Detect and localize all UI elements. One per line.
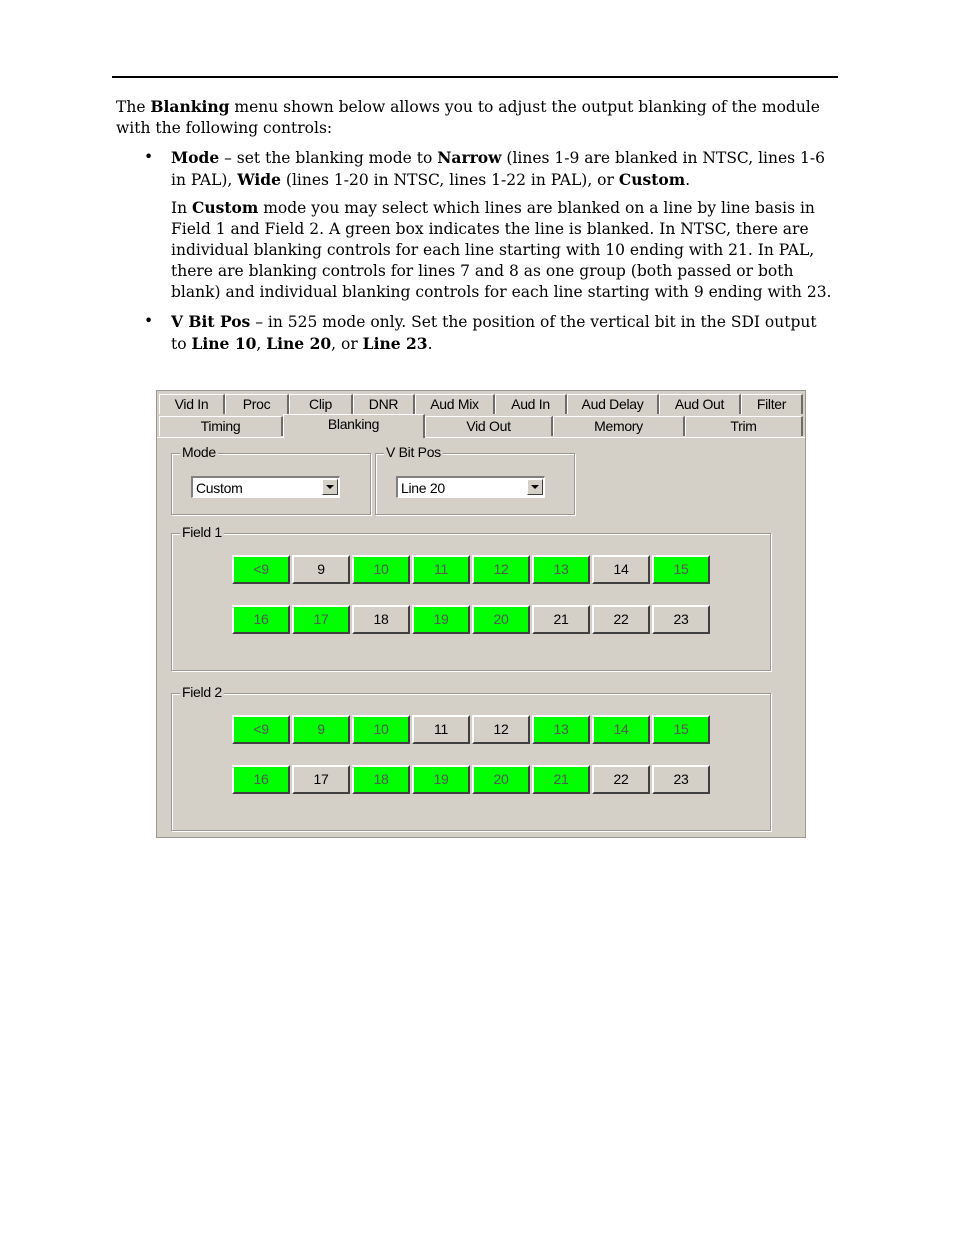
field1-line-grid (232, 555, 710, 634)
field2-line-button[interactable]: 13 (532, 715, 590, 744)
chevron-down-icon[interactable] (527, 479, 543, 495)
field1-line-button[interactable]: <9 (232, 555, 290, 584)
chevron-down-icon[interactable] (322, 479, 338, 495)
tab-filter[interactable]: Filter (741, 394, 803, 414)
custom-paragraph: In Custom mode you may select which lines are blanked on a line by line basis in Field 1 and Field 2. A green box indicates the line is blanked. In NTSC, there are individual blanking controls for each line starting with 10 ending with 21. In PAL, there are blanking controls for lines 7 and 8 as one group (both passed or both blank) and individual blanking controls for each line starting with 9 ending with 23. (171, 198, 832, 301)
field2-label: Field 2 (182, 684, 222, 700)
document-body (116, 96, 836, 355)
field2-line-button[interactable]: 12 (472, 715, 530, 744)
field1-line-button[interactable]: 22 (592, 605, 650, 634)
vbit-bullet: • V Bit Pos – in 525 mode only. Set the position of the vertical bit in the SDI output to Line 10, Line 20, or Line 23. (144, 312, 817, 353)
vbit-group (375, 444, 575, 515)
vbit-value: Line 20 (401, 480, 445, 496)
vbit-label: V Bit Pos (386, 444, 441, 460)
field1-group (171, 524, 771, 671)
field2-line-button[interactable]: 16 (232, 765, 290, 794)
mode-label: Mode (182, 444, 216, 460)
field1-line-button[interactable]: 10 (352, 555, 410, 584)
header-rule (112, 76, 838, 78)
tab-blanking[interactable]: Blanking (283, 414, 425, 438)
field2-group (171, 684, 771, 831)
intro-paragraph: The Blanking menu shown below allows you to adjust the output blanking of the module with the following controls: (116, 97, 820, 137)
tab-clip[interactable]: Clip (289, 394, 353, 414)
tab-aud-in[interactable]: Aud In (495, 394, 567, 414)
tab-timing[interactable]: Timing (159, 416, 283, 436)
field1-line-button[interactable]: 12 (472, 555, 530, 584)
field2-line-grid (232, 715, 710, 794)
field2-line-button[interactable]: 17 (292, 765, 350, 794)
field1-line-button[interactable]: 15 (652, 555, 710, 584)
field1-line-button[interactable]: 20 (472, 605, 530, 634)
mode-select[interactable] (191, 476, 340, 498)
field2-line-button[interactable]: 9 (292, 715, 350, 744)
field2-line-button[interactable]: 14 (592, 715, 650, 744)
mode-group (171, 444, 371, 515)
tab-proc[interactable]: Proc (225, 394, 289, 414)
tab-aud-mix[interactable]: Aud Mix (415, 394, 495, 414)
bullet-icon: • (144, 148, 154, 166)
field2-line-button[interactable]: 11 (412, 715, 470, 744)
field1-line-button[interactable]: 17 (292, 605, 350, 634)
field2-line-button[interactable]: <9 (232, 715, 290, 744)
field2-line-button[interactable]: 23 (652, 765, 710, 794)
field2-line-button[interactable]: 22 (592, 765, 650, 794)
tab-trim[interactable]: Trim (685, 416, 803, 436)
field2-line-button[interactable]: 20 (472, 765, 530, 794)
blanking-dialog (156, 390, 806, 838)
field1-line-button[interactable]: 23 (652, 605, 710, 634)
tab-aud-out[interactable]: Aud Out (659, 394, 741, 414)
mode-value: Custom (196, 480, 243, 496)
tab-vid-out[interactable]: Vid Out (425, 416, 553, 436)
field1-line-button[interactable]: 14 (592, 555, 650, 584)
field1-line-button[interactable]: 16 (232, 605, 290, 634)
control-list (116, 147, 836, 355)
field1-line-button[interactable]: 9 (292, 555, 350, 584)
mode-bullet: • Mode – set the blanking mode to Narrow (lines 1-9 are blanked in NTSC, lines 1-6 in PAL), Wide (lines 1-20 in NTSC, lines 1-22 in PAL), or Custom. In Custom mode you may select which lines are blanked on a line by line basis in Field 1 and Field 2. A green box indicates the line is blanked. In NTSC, there are individual blanking controls for each line starting with 10 ending with 21. In PAL, there are blanking controls for lines 7 and 8 as one group (both passed or both blank) and individual blanking controls for each line starting with 9 ending with 23. (116, 147, 836, 303)
field1-line-button[interactable]: 13 (532, 555, 590, 584)
vbit-select[interactable] (396, 476, 545, 498)
field1-line-button[interactable]: 18 (352, 605, 410, 634)
field1-line-button[interactable]: 21 (532, 605, 590, 634)
bullet-icon: • (144, 312, 154, 330)
field2-line-button[interactable]: 15 (652, 715, 710, 744)
field2-line-button[interactable]: 19 (412, 765, 470, 794)
field1-line-button[interactable]: 11 (412, 555, 470, 584)
field2-line-button[interactable]: 10 (352, 715, 410, 744)
field1-label: Field 1 (182, 524, 222, 540)
field2-line-button[interactable]: 21 (532, 765, 590, 794)
tab-dnr[interactable]: DNR (353, 394, 415, 414)
tab-aud-delay[interactable]: Aud Delay (567, 394, 659, 414)
tab-panel-edge (157, 437, 805, 438)
tab-memory[interactable]: Memory (553, 416, 685, 436)
field2-line-button[interactable]: 18 (352, 765, 410, 794)
field1-line-button[interactable]: 19 (412, 605, 470, 634)
tab-vid-in[interactable]: Vid In (159, 394, 225, 414)
